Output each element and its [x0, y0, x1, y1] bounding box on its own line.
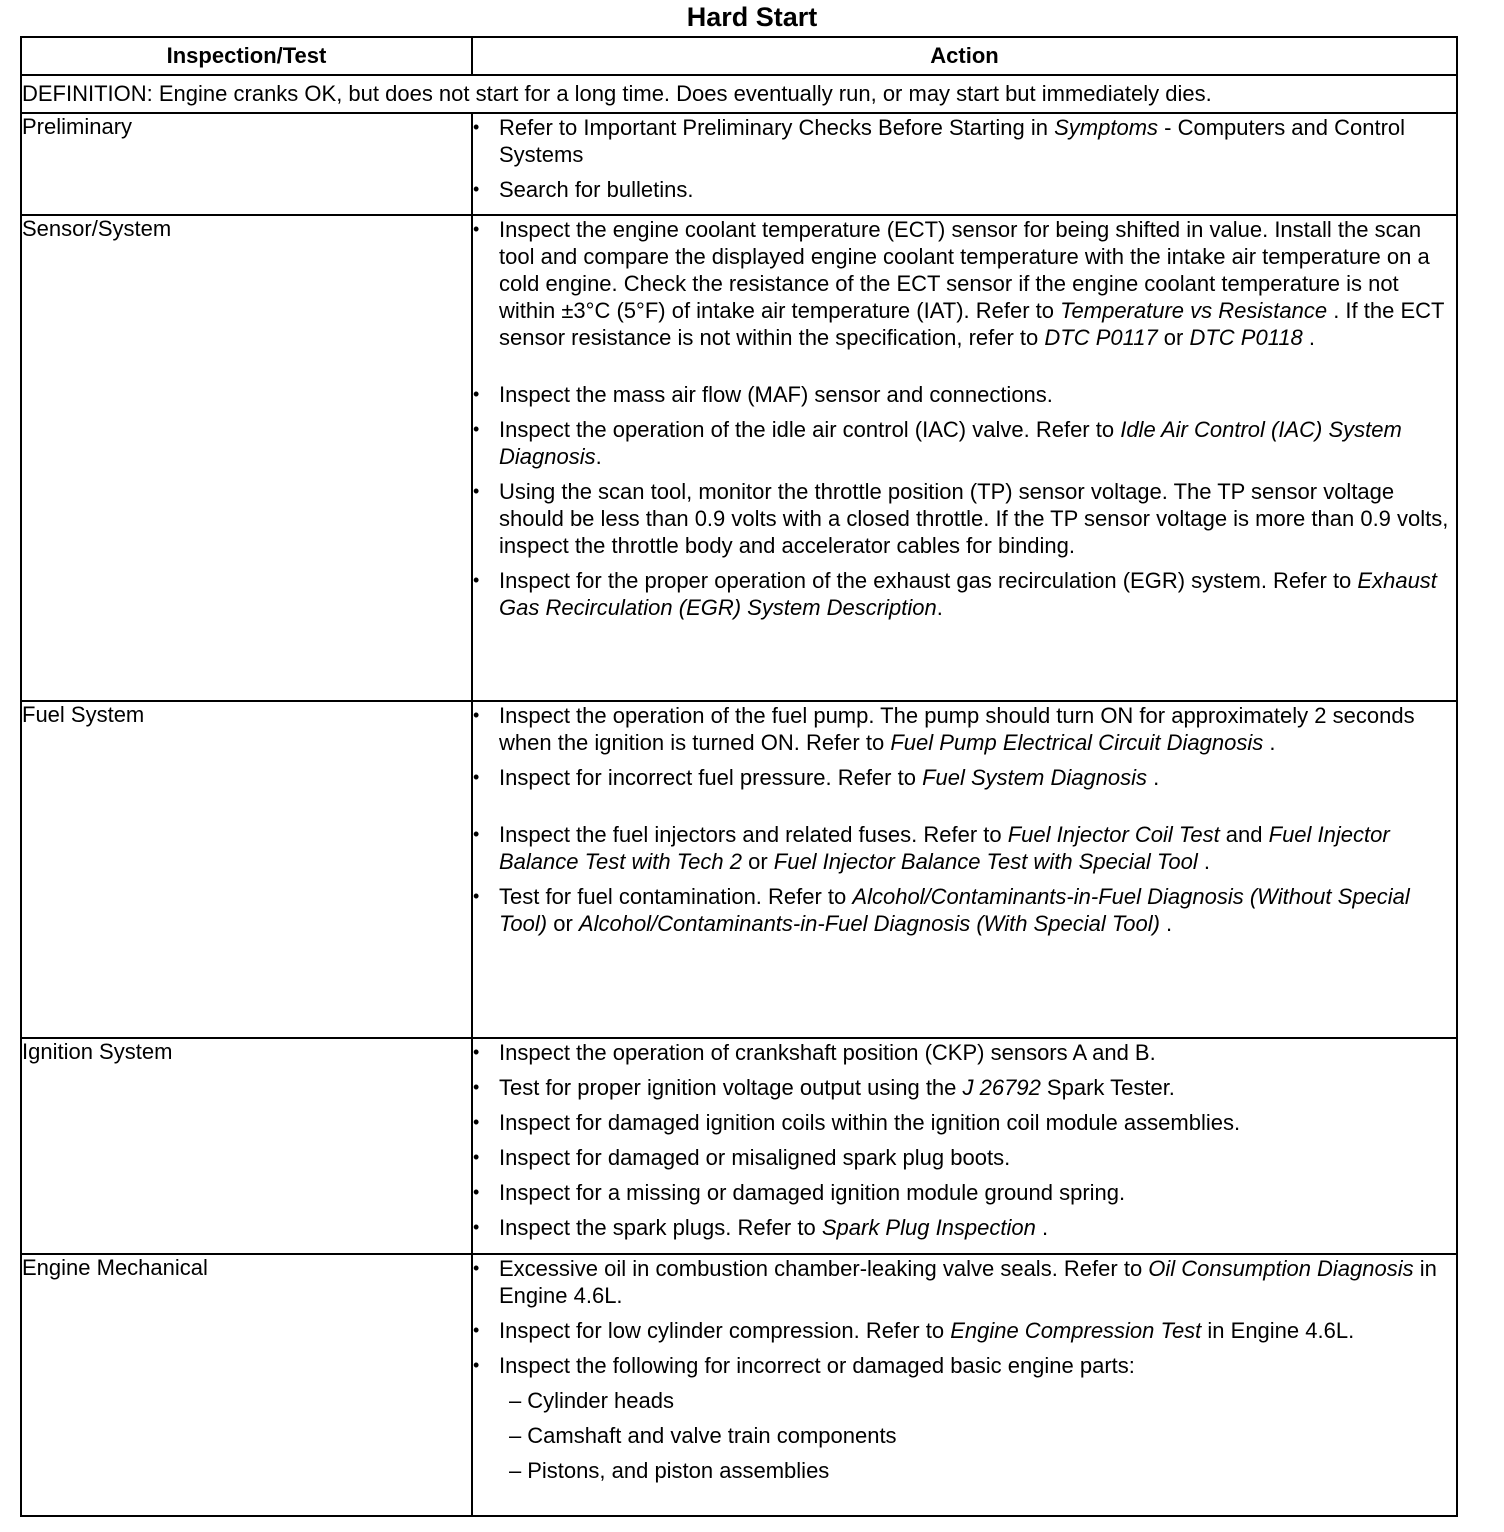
list-item: • Inspect the spark plugs. Refer to Spark Plug Inspection .: [473, 1215, 1049, 1240]
bullet-icon: •: [473, 1182, 480, 1202]
table-row-sensor-system: [21, 215, 1457, 701]
row-label-sensor-system: Sensor/System: [21, 215, 472, 701]
bullet-icon: •: [473, 219, 480, 239]
header-row: [21, 37, 1457, 75]
hard-start-table: [20, 36, 1458, 1517]
sub-list-item: – Cylinder heads: [509, 1388, 674, 1413]
list-item: • Inspect for a missing or damaged ignition module ground spring.: [473, 1180, 1126, 1205]
list-item: • Inspect the operation of crankshaft position (CKP) sensors A and B.: [473, 1040, 1156, 1065]
bullet-icon: •: [473, 1258, 480, 1278]
bullet-icon: •: [473, 419, 480, 439]
row-actions-engine-mechanical: [472, 1254, 1457, 1516]
sub-list-item: – Pistons, and piston assemblies: [509, 1458, 830, 1483]
table-row-engine-mechanical: [21, 1254, 1457, 1516]
list-item: • Inspect for low cylinder compression. Refer to Engine Compression Test in Engine 4.6L.: [473, 1318, 1355, 1343]
row-label-ignition-system: Ignition System: [21, 1038, 472, 1254]
dash-icon: –: [509, 1458, 522, 1483]
row-actions-sensor-system: [472, 215, 1457, 701]
list-item: • Inspect for the proper operation of the exhaust gas recirculation (EGR) system. Refer to Exhaust Gas Recirculation (EGR) System Description.: [473, 568, 1437, 620]
bullet-icon: •: [473, 1042, 480, 1062]
list-item: • Inspect for damaged ignition coils within the ignition coil module assemblies.: [473, 1110, 1241, 1135]
table-row-preliminary: [21, 113, 1457, 215]
list-item: • Test for fuel contamination. Refer to Alcohol/Contaminants-in-Fuel Diagnosis (Without Special Tool) or Alcohol/Contaminants-in-Fuel Diagnosis (With Special Tool) .: [473, 884, 1410, 936]
bullet-icon: •: [473, 1112, 480, 1132]
column-header-action: Action: [472, 37, 1457, 75]
sub-list-item: – Camshaft and valve train components: [509, 1423, 897, 1448]
row-label-fuel-system: Fuel System: [21, 701, 472, 1038]
list-item: • Inspect the mass air flow (MAF) sensor and connections.: [473, 382, 1053, 407]
list-item: • Inspect the engine coolant temperature (ECT) sensor for being shifted in value. Install the scan tool and compare the displayed engine coolant temperature with the intake air temperature on a cold engine. Check the resistance of the ECT sensor if the engine coolant temperature is not within ±3°C (5°F) of intake air temperature (IAT). Refer to Temperature vs Resistance . If the ECT sensor resistance is not within the specification, refer to DTC P0117 or DTC P0118 .: [473, 217, 1445, 350]
list-item: • Using the scan tool, monitor the throttle position (TP) sensor voltage. The TP sensor voltage should be less than 0.9 volts with a closed throttle. If the TP sensor voltage is more than 0.9 volts, inspect the throttle body and accelerator cables for binding.: [473, 479, 1449, 558]
bullet-icon: •: [473, 1217, 480, 1237]
table-row-fuel-system: [21, 701, 1457, 1038]
bullet-icon: •: [473, 886, 480, 906]
bullet-icon: •: [473, 117, 480, 137]
list-item: • Test for proper ignition voltage output using the J 26792 Spark Tester.: [473, 1075, 1175, 1100]
row-actions-fuel-system: [472, 701, 1457, 1038]
bullet-icon: •: [473, 1147, 480, 1167]
row-actions-ignition-system: [472, 1038, 1457, 1254]
bullet-icon: •: [473, 384, 480, 404]
list-item: • Inspect the following for incorrect or damaged basic engine parts: – Cylinder heads – Camshaft and valve train components – Pistons, and piston assemblies: [473, 1352, 1456, 1484]
bullet-icon: •: [473, 705, 480, 725]
table-row-ignition-system: [21, 1038, 1457, 1254]
bullet-icon: •: [473, 570, 480, 590]
list-item: • Search for bulletins.: [473, 177, 694, 202]
dash-icon: –: [509, 1423, 522, 1448]
row-label-preliminary: Preliminary: [21, 113, 472, 215]
page-title: Hard Start: [686, 2, 818, 32]
definition-row: [21, 75, 1457, 113]
row-actions-preliminary: [472, 113, 1457, 215]
list-item: • Excessive oil in combustion chamber-leaking valve seals. Refer to Oil Consumption Diagnosis in Engine 4.6L.: [473, 1256, 1437, 1308]
bullet-icon: •: [473, 1077, 480, 1097]
list-item: • Inspect for incorrect fuel pressure. Refer to Fuel System Diagnosis .: [473, 765, 1160, 790]
dash-icon: –: [509, 1388, 522, 1413]
row-label-engine-mechanical: Engine Mechanical: [21, 1254, 472, 1516]
list-item: • Inspect the operation of the idle air control (IAC) valve. Refer to Idle Air Control (IAC) System Diagnosis.: [473, 417, 1402, 469]
bullet-icon: •: [473, 767, 480, 787]
list-item: • Inspect the fuel injectors and related fuses. Refer to Fuel Injector Coil Test and Fuel Injector Balance Test with Tech 2 or Fuel Injector Balance Test with Special Tool .: [473, 822, 1390, 874]
bullet-icon: •: [473, 824, 480, 844]
column-header-inspection: Inspection/Test: [21, 37, 472, 75]
bullet-icon: •: [473, 179, 480, 199]
list-item: • Inspect the operation of the fuel pump. The pump should turn ON for approximately 2 seconds when the ignition is turned ON. Refer to Fuel Pump Electrical Circuit Diagnosis .: [473, 703, 1415, 755]
bullet-icon: •: [473, 481, 480, 501]
bullet-icon: •: [473, 1320, 480, 1340]
bullet-icon: •: [473, 1355, 480, 1375]
list-item: • Refer to Important Preliminary Checks Before Starting in Symptoms - Computers and Control Systems: [473, 115, 1406, 167]
list-item: • Inspect for damaged or misaligned spark plug boots.: [473, 1145, 1011, 1170]
engine-parts-sublist: [509, 1387, 1456, 1484]
definition-text: DEFINITION: Engine cranks OK, but does not start for a long time. Does eventually run, or may start but immediately dies.: [21, 75, 1457, 113]
